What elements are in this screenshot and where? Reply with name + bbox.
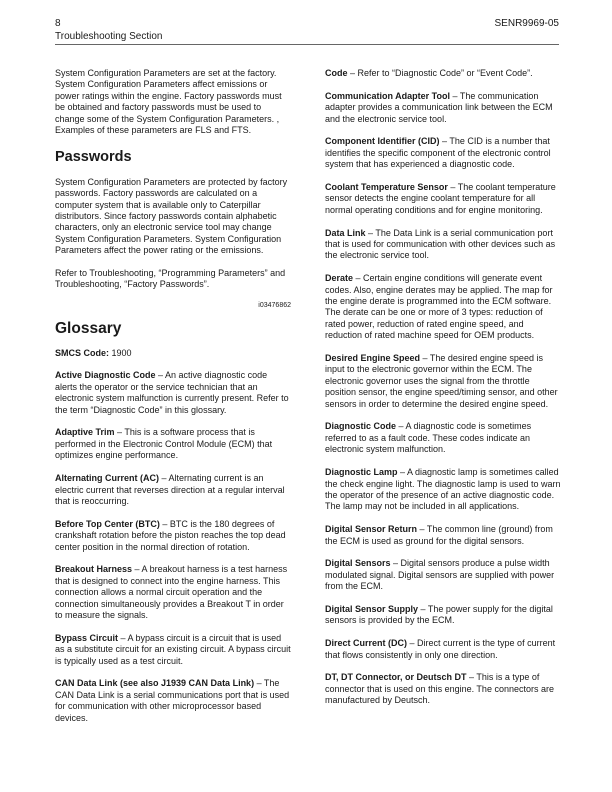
glossary-definition: – Alternating current is an electric current that reverses direction at a regular interval that is reoccurring.: [55, 473, 285, 506]
glossary-term: Digital Sensor Return: [325, 524, 418, 535]
right-column: [325, 68, 561, 718]
glossary-term: Adaptive Trim: [55, 427, 115, 438]
glossary-term: Diagnostic Lamp: [325, 467, 398, 478]
glossary-term: Derate: [325, 273, 354, 284]
glossary-definition: – The common line (ground) from the ECM is used as ground for the digital sensors.: [325, 524, 553, 546]
glossary-entry: [55, 519, 291, 553]
section-title: Troubleshooting Section: [55, 31, 163, 42]
glossary-term: Desired Engine Speed: [325, 353, 421, 364]
glossary-entry: [55, 564, 291, 621]
glossary-definition: – The Data Link is a serial communication port that is used for communication with other devices such as the electronic service tool.: [325, 227, 556, 261]
glossary-entry: [325, 524, 561, 547]
glossary-entry: [325, 273, 561, 341]
glossary-definition: – The communication adapter provides a communication link between the ECM and the electronic service tool.: [325, 90, 553, 124]
document-id: SENR9969-05: [494, 18, 559, 29]
glossary-entry: [325, 91, 561, 125]
glossary-definition: – The desired engine speed is input to the electronic governor within the ECM. The electronic governor uses the signal from the throttle position sensor, the engine speed/timing sensor, and other sensors in order to determine the desired engine speed.: [325, 353, 558, 409]
glossary-definition: – Refer to “Diagnostic Code” or “Event Code”.: [347, 68, 533, 78]
smcs-code: [55, 348, 291, 359]
glossary-term: Data Link: [325, 227, 366, 238]
glossary-term: Bypass Circuit: [55, 632, 119, 643]
page-number: 8: [55, 18, 61, 29]
glossary-entry: [325, 353, 561, 410]
glossary-entry: [325, 672, 561, 706]
glossary-term: Code: [325, 68, 348, 78]
glossary-entry: [325, 228, 561, 262]
glossary-definition: – A diagnostic code is sometimes referred to as a fault code. These codes indicate an electronic system malfunction.: [325, 421, 532, 455]
right-glossary-list: [325, 68, 561, 707]
glossary-definition: – BTC is the 180 degrees of crankshaft rotation before the piston reaches the top dead center position in the normal direction of rotation.: [55, 518, 286, 552]
smcs-label: SMCS Code:: [55, 347, 109, 358]
glossary-term: Communication Adapter Tool: [325, 90, 450, 101]
glossary-entry: [55, 370, 291, 416]
glossary-entry: [325, 638, 561, 661]
glossary-definition: – The coolant temperature sensor detects the engine coolant temperature for all normal operating conditions and for engine monitoring.: [325, 182, 556, 215]
glossary-term: Diagnostic Code: [325, 421, 397, 432]
glossary-entry: [325, 604, 561, 627]
glossary-entry: [55, 678, 291, 724]
glossary-heading: Glossary: [55, 319, 122, 337]
glossary-definition: – An active diagnostic code alerts the operator or the service technician that an electronic system malfunction is currently present. Refer to the term “Diagnostic Code” in this glossary.: [55, 370, 289, 415]
glossary-entry: [325, 68, 561, 79]
glossary-term: DT, DT Connector, or Deutsch DT: [325, 672, 467, 683]
glossary-definition: – The power supply for the digital sensors is provided by the ECM.: [325, 603, 553, 626]
glossary-entry: [325, 136, 561, 170]
glossary-entry: [325, 467, 561, 513]
glossary-definition: – This is a software process that is performed in the Electronic Control Module (ECM) that optimizes engine performance.: [55, 427, 273, 461]
glossary-definition: – Direct current is the type of current that flows consistently in only one direction.: [325, 638, 556, 660]
glossary-entry: [55, 427, 291, 461]
glossary-definition: – A bypass circuit is a circuit that is used as a substitute circuit for an existing circuit. A bypass circuit is typically used as a test circuit.: [55, 632, 291, 666]
glossary-term: Digital Sensor Supply: [325, 603, 419, 614]
glossary-definition: – The CID is a number that identifies the specific component of the electronic control system that has experienced a diagnostic code.: [325, 136, 551, 170]
passwords-heading: Passwords: [55, 148, 132, 165]
glossary-term: Before Top Center (BTC): [55, 518, 160, 529]
left-column: [55, 68, 291, 735]
passwords-paragraph-1: System Configuration Parameters are protected by factory passwords. Factory passwords are calculated on a computer system that is available only to Caterpillar distributors. Since factory passwords contain alphabetic characters, only an electronic service tool may change System Configuration Parameters. System Configuration Parameters affect the power rating or the emissions.: [55, 176, 288, 256]
passwords-paragraph-2: Refer to Troubleshooting, “Programming Parameters” and Troubleshooting, “Factory Passwords”.: [55, 268, 286, 290]
glossary-definition: – This is a type of connector that is used on this engine. The connectors are manufactured by Deutsch.: [325, 672, 554, 706]
glossary-entry: [325, 421, 561, 455]
intro-paragraph: System Configuration Parameters are set at the factory. System Configuration Parameters affect emissions or power ratings within the engine. Factory passwords must be obtained and factory passwords must be used to change some of the System Configuration Parameters. , Examples of these parameters are FLS and FTS.: [55, 68, 282, 136]
glossary-entry: [55, 473, 291, 507]
glossary-term: Digital Sensors: [325, 558, 391, 569]
smcs-value: 1900: [109, 347, 132, 358]
glossary-term: CAN Data Link (see also J1939 CAN Data Link): [55, 678, 255, 689]
glossary-term: Active Diagnostic Code: [55, 370, 156, 381]
glossary-term: Direct Current (DC): [325, 638, 408, 649]
glossary-definition: – Certain engine conditions will generate event codes. Also, engine derates may be applied. The map for the engine derate is programmed into the ECM software. The derate can be one or more of 3 types: reduction of rated power, reduction of rated engine speed, and reduction of rated machine speed for OEM products.: [325, 273, 553, 341]
glossary-definition: – Digital sensors produce a pulse width modulated signal. Digital sensors are supplied with power from the ECM.: [325, 558, 555, 592]
glossary-definition: – A diagnostic lamp is sometimes called the check engine light. The diagnostic lamp is used to warn the operator of the presence of an active diagnostic code. The lamp may not be included in all applications.: [325, 467, 561, 512]
glossary-term: Alternating Current (AC): [55, 473, 159, 484]
glossary-term: Component Identifier (CID): [325, 136, 440, 147]
glossary-entry: [325, 558, 561, 592]
left-glossary-list: [55, 370, 291, 724]
glossary-entry: [325, 182, 561, 216]
reference-id: i03476862: [258, 302, 291, 310]
header-rule: [55, 44, 559, 45]
glossary-definition: – A breakout harness is a test harness that is designed to connect into the engine harness. This connection allows a normal circuit operation and the connection simultaneously provides a Breakout T in order to measure the signals.: [55, 564, 288, 620]
glossary-entry: [55, 633, 291, 667]
glossary-term: Coolant Temperature Sensor: [325, 182, 448, 193]
glossary-term: Breakout Harness: [55, 564, 133, 575]
glossary-definition: – The CAN Data Link is a serial communications port that is used for communication with other microprocessor based devices.: [55, 678, 290, 723]
